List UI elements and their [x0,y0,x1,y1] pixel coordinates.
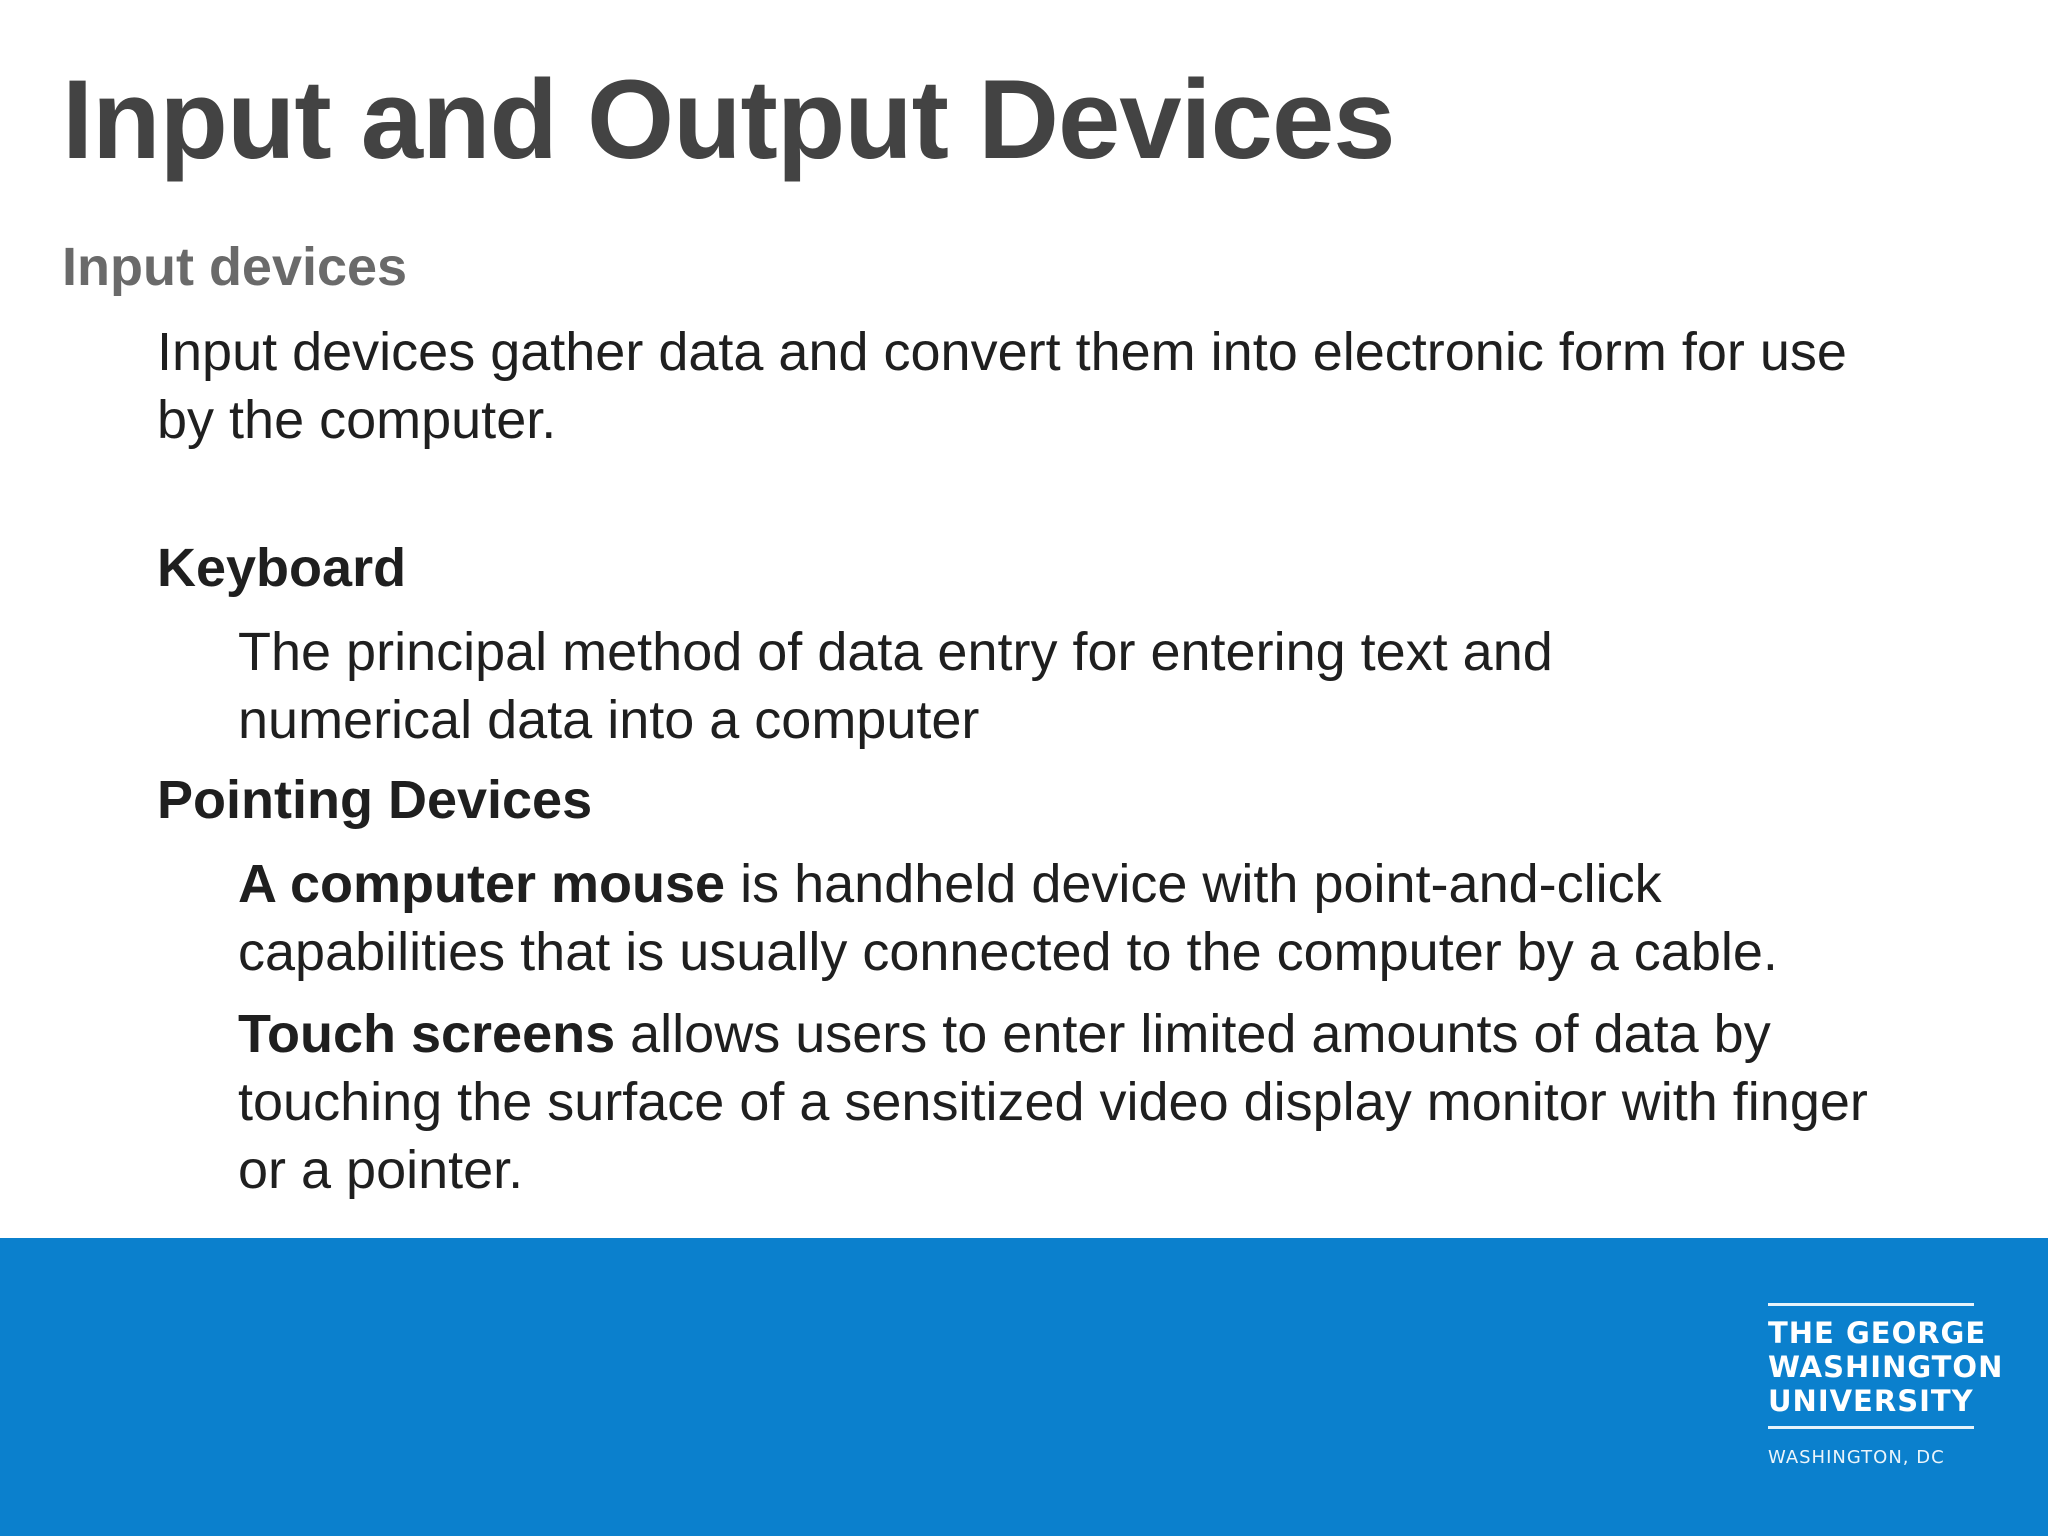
keyboard-description: The principal method of data entry for entering text and numerical data into a computer [238,622,1553,750]
logo-wordmark [1768,1306,2004,1426]
logo-line-1: THE GEORGE [1768,1316,1987,1350]
touch-screens-text: allows users to enter limited amounts of data by touching the surface of a sensitized video display monitor with finger or a pointer. [238,1004,1868,1200]
touch-screens-term: Touch screens [238,1004,616,1064]
touch-screens-description [238,1000,1888,1204]
input-devices-intro: Input devices gather data and convert them into electronic form for use by the computer. [157,322,1847,450]
footer-band [0,1238,2048,1536]
keyboard-heading: Keyboard [157,538,407,598]
logo-line-2: WASHINGTON [1768,1350,2004,1384]
computer-mouse-term: A computer mouse [238,854,726,914]
computer-mouse-description [238,850,1888,986]
slide-title: Input and Output Devices [62,57,1395,182]
computer-mouse-text: is handheld device with point-and-click capabilities that is usually connected to the computer by a cable. [238,854,1778,982]
pointing-devices-heading: Pointing Devices [157,770,593,830]
logo-line-3: UNIVERSITY [1768,1384,1974,1418]
logo-location: WASHINGTON, DC [1768,1447,1945,1468]
section-heading-input-devices: Input devices [62,237,408,297]
logo-bottom-rule [1768,1426,1974,1429]
gwu-logo [1768,1303,2004,1468]
